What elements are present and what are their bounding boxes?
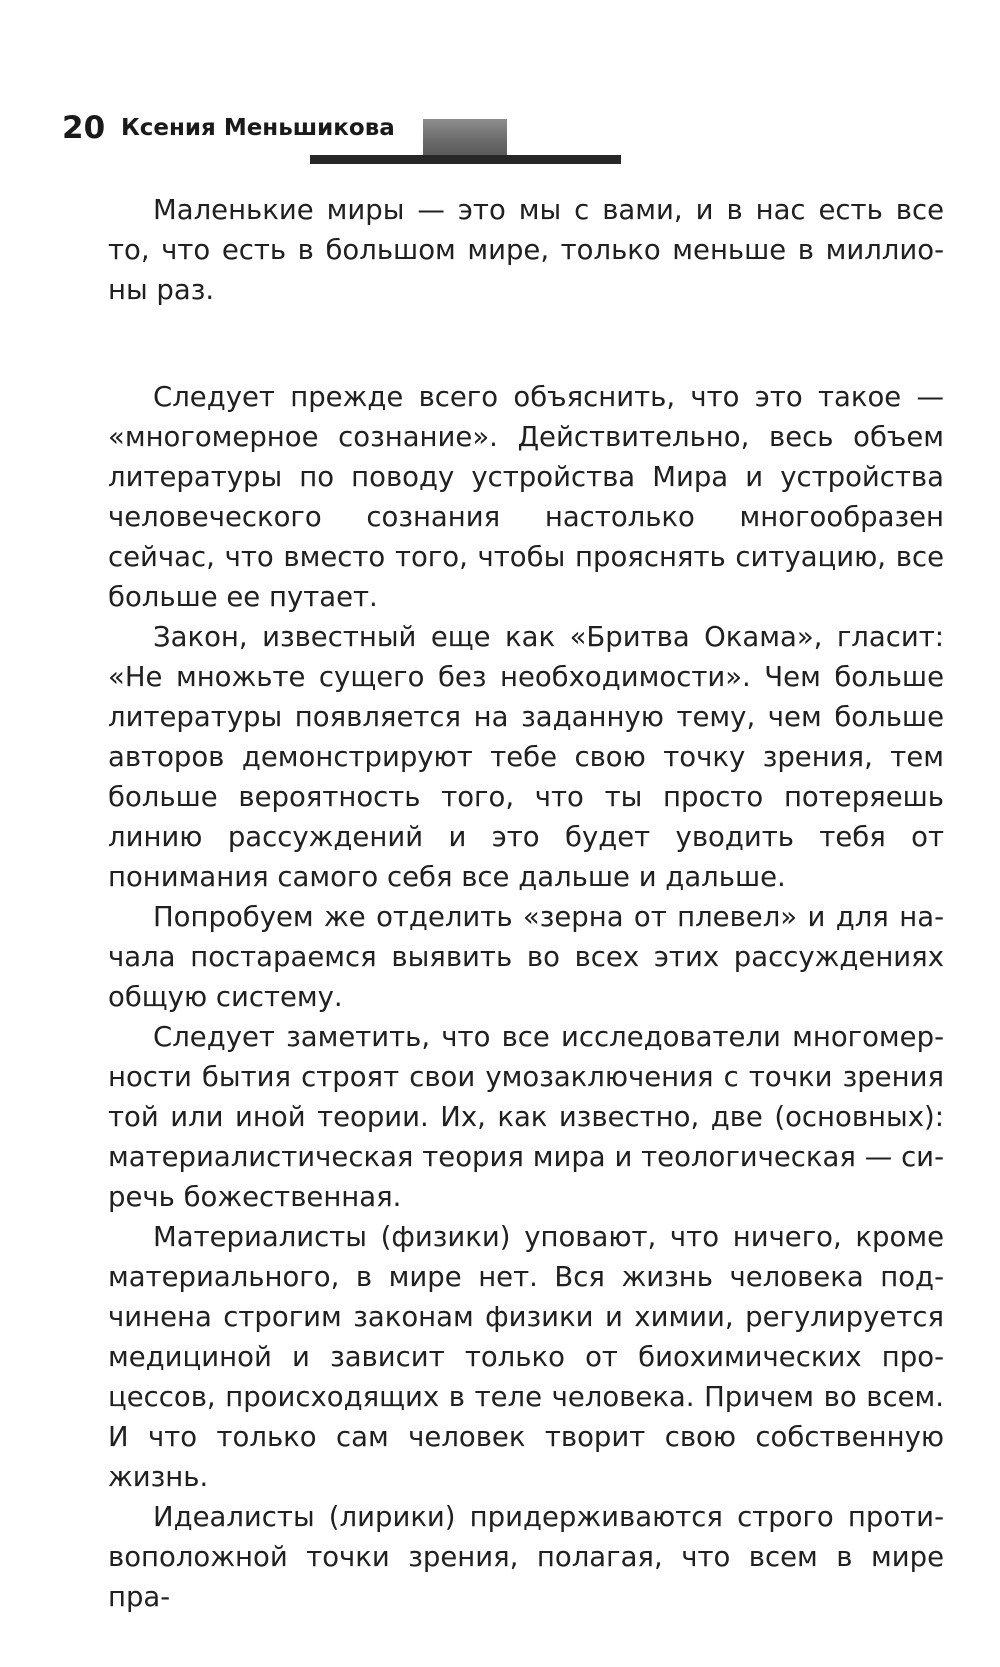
paragraph: Идеалисты (лирики) придерживаются строго противоположной точки зрения, полагая, что всем в мире пра- — [108, 1501, 944, 1613]
paragraph: Маленькие миры — это мы с вами, и в нас есть все то, что есть в большом мире, только меньше в миллионы раз. — [108, 194, 944, 306]
header-decorative-block — [423, 119, 507, 156]
paragraph: Материалисты (физики) уповают, что ничего, кроме материального, в мире нет. Вся жизнь человека подчинена строгим законам физики и химии, регулируется медициной и зависит только от биохимических процессов, происходящих в теле человека. Причем во всем. И что только сам человек творит свою собственную жизнь. — [108, 1221, 944, 1493]
paragraph: Закон, известный еще как «Бритва Окама», гласит: «Не множьте сущего без необходимости». Чем больше литературы появляется на заданную тему, чем больше авторов демонстрируют тебе свою точку зрения, тем больше вероятность того, что ты просто потеряешь линию рассуждений и это будет уводить тебя от понимания самого себя все дальше и дальше. — [108, 621, 944, 893]
paragraph: Следует заметить, что все исследователи многомерности бытия строят свои умозаключения с точки зрения той или иной теории. Их, как известно, две (основных): материалистическая теория мира и теологическая — сиречь божественная. — [108, 1021, 944, 1213]
page-header — [0, 0, 1000, 170]
section-break — [108, 310, 944, 377]
paragraph: Попробуем же отделить «зерна от плевел» и для начала постараемся выявить во всех этих рассуждениях общую систему. — [108, 901, 944, 1013]
running-head-author: Ксения Меньшикова — [121, 115, 395, 141]
page-body — [108, 190, 944, 1617]
paragraph: Следует прежде всего объяснить, что это такое — «многомерное сознание». Действительно, весь объем литературы по поводу устройства Мира и устройства человеческого сознания настолько многообразен сейчас, что вместо того, чтобы прояснять ситуацию, все больше ее путает. — [108, 381, 944, 613]
header-rule — [310, 155, 621, 164]
page-number: 20 — [62, 110, 106, 146]
